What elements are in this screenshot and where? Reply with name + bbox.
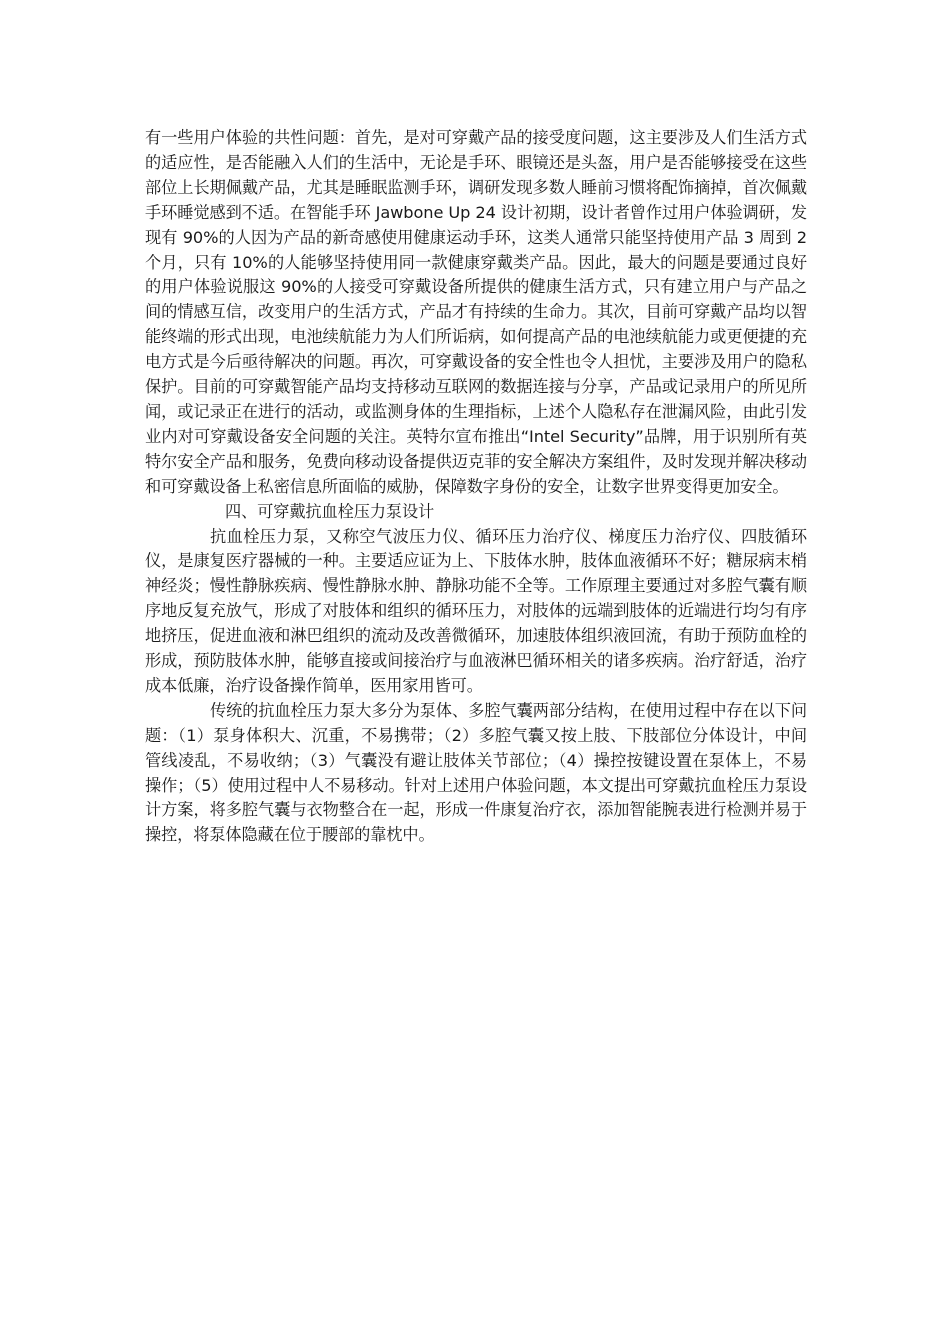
document-body [145,126,807,848]
paragraph-user-experience-issues: 有一些用户体验的共性问题：首先，是对可穿戴产品的接受度问题，这主要涉及人们生活方式的适应性，是否能融入人们的生活中，无论是手环、眼镜还是头盔，用户是否能够接受在这些部位上长期佩戴产品，尤其是睡眠监测手环，调研发现多数人睡前习惯将配饰摘掉，首次佩戴手环睡觉感到不适。在智能手环 Jawbone Up 24 设计初期，设计者曾作过用户体验调研，发现有 90%的人因为产品的新奇感使用健康运动手环，这类人通常只能坚持使用产品 3 周到 2 个月，只有 10%的人能够坚持使用同一款健康穿戴类产品。因此，最大的问题是要通过良好的用户体验说服这 90%的人接受可穿戴设备所提供的健康生活方式，只有建立用户与产品之间的情感互信，改变用户的生活方式，产品才有持续的生命力。其次，目前可穿戴产品均以智能终端的形式出现，电池续航能力为人们所诟病，如何提高产品的电池续航能力或更便捷的充电方式是今后亟待解决的问题。再次，可穿戴设备的安全性也令人担忧，主要涉及用户的隐私保护。目前的可穿戴智能产品均支持移动互联网的数据连接与分享，产品或记录用户的所见所闻，或记录正在进行的活动，或监测身体的生理指标，上述个人隐私存在泄漏风险，由此引发业内对可穿戴设备安全问题的关注。英特尔宣布推出“Intel Security”品牌，用于识别所有英特尔安全产品和服务，免费向移动设备提供迈克菲的安全解决方案组件，及时发现并解决移动和可穿戴设备上私密信息所面临的威胁，保障数字身份的安全，让数字世界变得更加安全。 [145,128,807,496]
paragraph-pump-introduction: 抗血栓压力泵，又称空气波压力仪、循环压力治疗仪、梯度压力治疗仪、四肢循环仪，是康复医疗器械的一种。主要适应证为上、下肢体水肿，肢体血液循环不好；糖尿病末梢神经炎；慢性静脉疾病、慢性静脉水肿、静脉功能不全等。工作原理主要通过对多腔气囊有顺序地反复充放气，形成了对肢体和组织的循环压力，对肢体的远端到肢体的近端进行均匀有序地挤压，促进血液和淋巴组织的流动及改善微循环，加速肢体组织液回流，有助于预防血栓的形成，预防肢体水肿，能够直接或间接治疗与血液淋巴循环相关的诸多疾病。治疗舒适，治疗成本低廉，治疗设备操作简单，医用家用皆可。 [145,526,807,695]
section-heading-4: 四、可穿戴抗血栓压力泵设计 [225,501,435,521]
paragraph-traditional-pump-problems: 传统的抗血栓压力泵大多分为泵体、多腔气囊两部分结构，在使用过程中存在以下问题：（1）泵身体积大、沉重，不易携带；（2）多腔气囊又按上肢、下肢部位分体设计，中间管线凌乱，不易收纳；（3）气囊没有避让肢体关节部位；（4）操控按键设置在泵体上，不易操作；（5）使用过程中人不易移动。针对上述用户体验问题，本文提出可穿戴抗血栓压力泵设计方案，将多腔气囊与衣物整合在一起，形成一件康复治疗衣，添加智能腕表进行检测并易于操控，将泵体隐藏在位于腰部的靠枕中。 [145,700,807,845]
